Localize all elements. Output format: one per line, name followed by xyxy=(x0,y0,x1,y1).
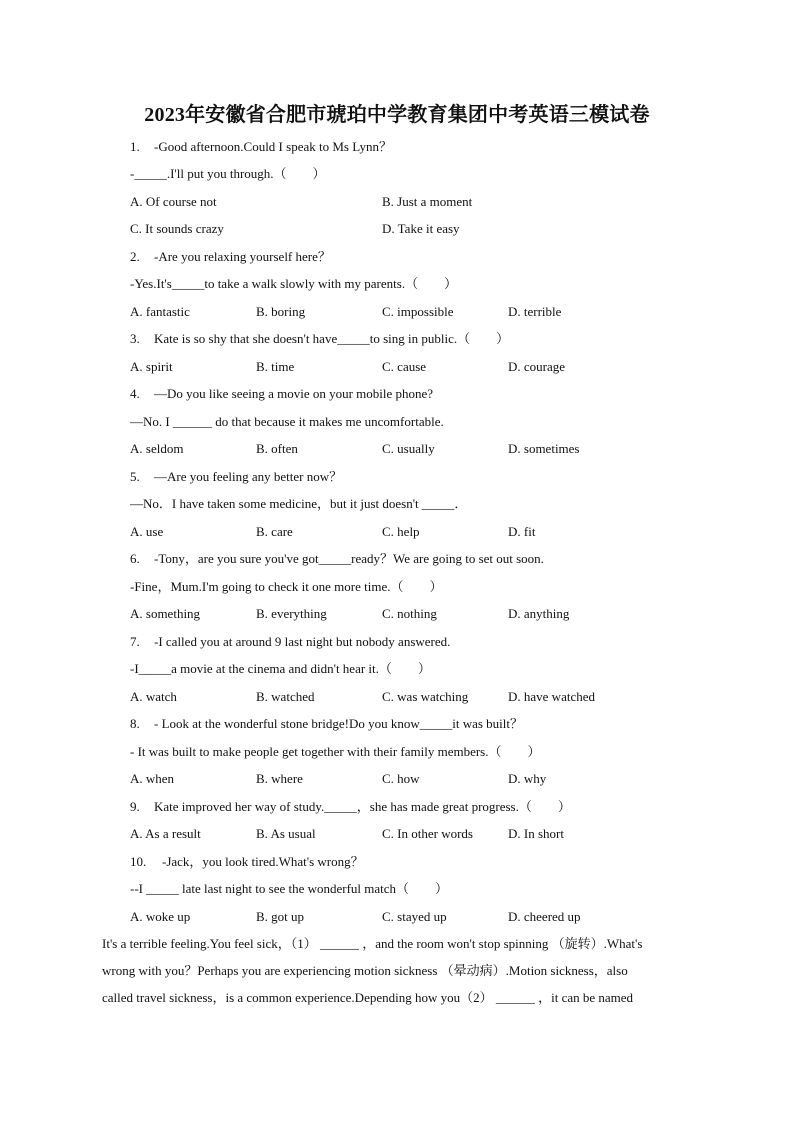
option-d[interactable]: D. fit xyxy=(508,524,536,539)
question-stem: —Are you feeling any better now？ xyxy=(154,469,343,484)
option-a[interactable]: A. As a result xyxy=(130,826,201,841)
passage-line-2: wrong with you？Perhaps you are experiencing motion sickness （晕动病）.Motion sickness，also xyxy=(102,963,628,978)
question-number: 6. xyxy=(130,551,140,566)
option-b[interactable]: B. often xyxy=(256,441,298,456)
question-number: 9. xyxy=(130,799,140,814)
question-stem: -I called you at around 9 last night but nobody answered. xyxy=(154,634,451,649)
question-stem: —Do you like seeing a movie on your mobile phone? xyxy=(154,386,434,401)
option-d[interactable]: D. sometimes xyxy=(508,441,580,456)
option-a[interactable]: A. Of course not xyxy=(130,194,217,209)
question-5-reply: —No．I have taken some medicine，but it just doesn't _____． xyxy=(130,496,468,511)
question-5 xyxy=(130,469,342,485)
option-c[interactable]: C. impossible xyxy=(382,304,454,319)
question-4-reply: —No. I ______ do that because it makes me uncomfortable. xyxy=(130,414,444,429)
option-d[interactable]: D. terrible xyxy=(508,304,562,319)
option-a[interactable]: A. fantastic xyxy=(130,304,190,319)
option-a[interactable]: A. watch xyxy=(130,689,177,704)
option-d[interactable]: D. Take it easy xyxy=(382,221,460,236)
option-a[interactable]: A. seldom xyxy=(130,441,184,456)
question-number: 7. xyxy=(130,634,140,649)
option-a[interactable]: A. woke up xyxy=(130,909,191,924)
question-2 xyxy=(130,249,331,265)
question-10 xyxy=(130,854,364,870)
option-b[interactable]: B. As usual xyxy=(256,826,316,841)
question-stem: Kate improved her way of study._____，she has made great progress.（ ） xyxy=(154,799,571,814)
option-b[interactable]: B. care xyxy=(256,524,293,539)
option-c[interactable]: C. cause xyxy=(382,359,427,374)
option-b[interactable]: B. everything xyxy=(256,606,327,621)
question-2-reply: -Yes.It's_____to take a walk slowly with my parents.（ ） xyxy=(130,276,458,291)
question-3 xyxy=(130,331,509,347)
question-10-reply: --I _____ late last night to see the wonderful match（ ） xyxy=(130,881,449,896)
question-8 xyxy=(130,716,523,732)
option-c[interactable]: C. stayed up xyxy=(382,909,447,924)
question-number: 3. xyxy=(130,331,140,346)
option-c[interactable]: C. It sounds crazy xyxy=(130,221,224,236)
option-d[interactable]: D. In short xyxy=(508,826,564,841)
question-6-reply: -Fine，Mum.I'm going to check it one more time.（ ） xyxy=(130,579,443,594)
question-stem: -Tony，are you sure you've got_____ready？We are going to set out soon. xyxy=(154,551,544,566)
question-9 xyxy=(130,799,571,815)
question-number: 4. xyxy=(130,386,140,401)
option-b[interactable]: B. where xyxy=(256,771,303,786)
option-d[interactable]: D. anything xyxy=(508,606,570,621)
question-7-reply: -I_____a movie at the cinema and didn't hear it.（ ） xyxy=(130,661,431,676)
option-d[interactable]: D. why xyxy=(508,771,547,786)
question-number: 10. xyxy=(130,854,147,869)
option-a[interactable]: A. when xyxy=(130,771,175,786)
option-c[interactable]: C. was watching xyxy=(382,689,469,704)
question-4 xyxy=(130,386,433,402)
option-c[interactable]: C. usually xyxy=(382,441,435,456)
question-1-reply: -_____.I'll put you through.（ ） xyxy=(130,166,326,181)
passage-line-1: It's a terrible feeling.You feel sick，（1） ______ ，and the room won't stop spinning （旋转）.What's xyxy=(102,936,643,951)
question-number: 1. xyxy=(130,139,140,154)
option-c[interactable]: C. how xyxy=(382,771,420,786)
option-a[interactable]: A. spirit xyxy=(130,359,173,374)
option-d[interactable]: D. have watched xyxy=(508,689,595,704)
option-c[interactable]: C. In other words xyxy=(382,826,473,841)
option-a[interactable]: A. something xyxy=(130,606,201,621)
question-stem: -Good afternoon.Could I speak to Ms Lynn？ xyxy=(154,139,392,154)
question-1 xyxy=(130,139,392,155)
page-title: 2023年安徽省合肥市琥珀中学教育集团中考英语三模试卷 xyxy=(144,104,650,126)
option-c[interactable]: C. nothing xyxy=(382,606,437,621)
question-6 xyxy=(130,551,544,567)
passage-line-3: called travel sickness，is a common experience.Depending how you（2） ______ ，it can be named xyxy=(102,990,634,1005)
question-stem: -Are you relaxing yourself here？ xyxy=(154,249,331,264)
option-a[interactable]: A. use xyxy=(130,524,164,539)
option-c[interactable]: C. help xyxy=(382,524,420,539)
option-b[interactable]: B. Just a moment xyxy=(382,194,473,209)
option-b[interactable]: B. got up xyxy=(256,909,305,924)
question-number: 5. xyxy=(130,469,140,484)
option-b[interactable]: B. boring xyxy=(256,304,306,319)
question-stem: - Look at the wonderful stone bridge!Do you know_____it was built？ xyxy=(154,716,523,731)
option-d[interactable]: D. courage xyxy=(508,359,566,374)
question-7 xyxy=(130,634,450,650)
question-8-reply: - It was built to make people get together with their family members.（ ） xyxy=(130,744,541,759)
question-stem: Kate is so shy that she doesn't have_____to sing in public.（ ） xyxy=(154,331,510,346)
option-b[interactable]: B. time xyxy=(256,359,295,374)
question-number: 8. xyxy=(130,716,140,731)
question-number: 2. xyxy=(130,249,140,264)
option-b[interactable]: B. watched xyxy=(256,689,315,704)
question-stem: -Jack，you look tired.What's wrong？ xyxy=(162,854,364,869)
option-d[interactable]: D. cheered up xyxy=(508,909,581,924)
